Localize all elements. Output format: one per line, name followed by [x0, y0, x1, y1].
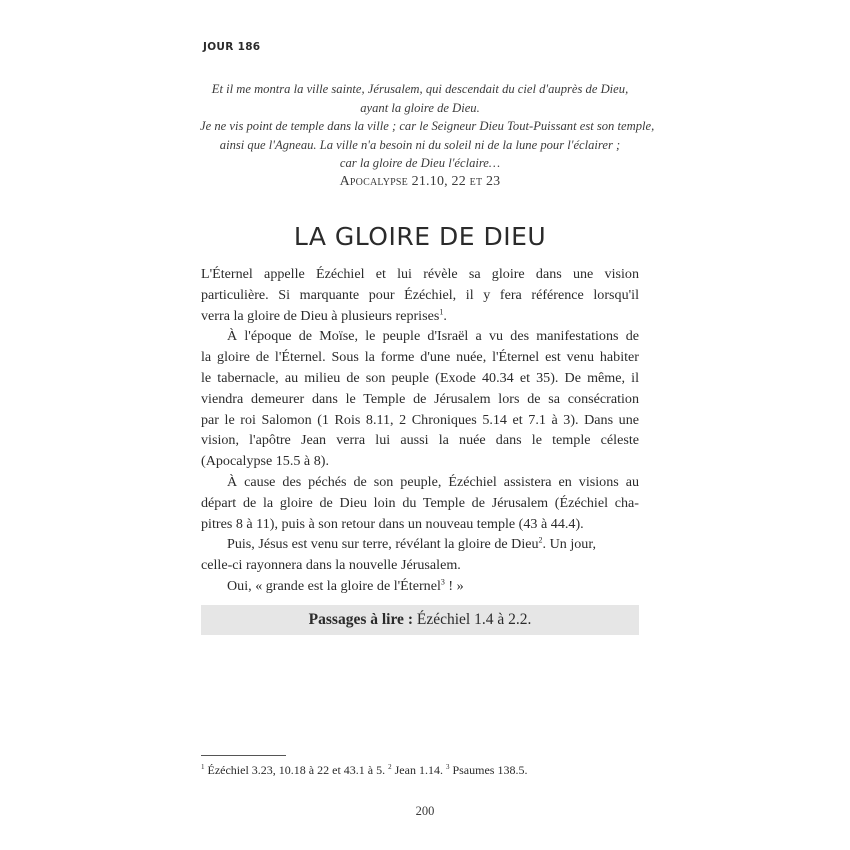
body-line-end: .	[443, 307, 447, 324]
passages-label: Passages à lire :	[308, 611, 413, 628]
footnote-ref: 1	[439, 306, 444, 316]
body-line: À cause des péchés de son peuple, Ézéchiel assistera en visions au	[227, 473, 639, 490]
page-number: 200	[415, 804, 435, 818]
epigraph-line: Et il me montra la ville sainte, Jérusalem, qui descendait du ciel d'auprès de Dieu,	[211, 82, 629, 96]
body-line	[201, 576, 639, 597]
footnote-number: 3	[445, 763, 450, 771]
body-line: la gloire de l'Éternel. Sous la forme d'une nuée, l'Éternel est venu habiter	[201, 349, 639, 366]
footnote-text: Jean 1.14.	[394, 763, 443, 777]
body-line: À l'époque de Moïse, le peuple d'Israël a vu des manifestations de	[227, 328, 639, 345]
body-text	[201, 264, 639, 597]
footnote-text: Psaumes 138.5.	[452, 763, 528, 777]
body-line: particulière. Si marquante pour Ézéchiel, il y fera référence lorsqu'il	[201, 286, 639, 303]
body-line: par le roi Salomon (1 Rois 8.11, 2 Chroniques 5.14 et 7.1 à 3). Dans une	[201, 411, 639, 428]
body-line: vision, l'apôtre Jean verra lui aussi la nuée dans le temple céleste	[201, 432, 639, 449]
footnote-ref: 2	[538, 535, 543, 545]
body-line: départ de la gloire de Dieu loin du Temple de Jérusalem (Ézéchiel cha-	[201, 494, 639, 511]
body-line-text: verra la gloire de Dieu à plusieurs reprises	[201, 307, 440, 324]
body-line-text: ! »	[444, 577, 464, 594]
body-line: L'Éternel appelle Ézéchiel et lui révèle sa gloire dans une vision	[201, 266, 639, 282]
footnote-divider	[201, 755, 286, 756]
body-line: (Apocalypse 15.5 à 8).	[201, 453, 329, 470]
epigraph-line: car la gloire de Dieu l'éclaire…	[339, 156, 501, 170]
epigraph-reference: Apocalypse 21.10, 22 et 23	[339, 173, 501, 189]
body-line-text: Oui, « grande est la gloire de l'Éternel	[227, 577, 441, 594]
passages-value: Ézéchiel 1.4 à 2.2.	[416, 611, 532, 628]
day-label: JOUR 186	[203, 41, 261, 53]
footnote-ref: 3	[440, 577, 445, 587]
footnote-number: 1	[201, 763, 205, 771]
epigraph-quote	[200, 80, 655, 191]
epigraph-line: ainsi que l'Agneau. La ville n'a besoin ni du soleil ni de la lune pour l'éclairer ;	[219, 137, 621, 152]
body-line: le tabernacle, au milieu de son peuple (Exode 40.34 et 35). De même, il	[201, 369, 639, 386]
epigraph-line: Je ne vis point de temple dans la ville ; car le Seigneur Dieu Tout-Puissant est son temple,	[200, 119, 655, 133]
body-line: pitres 8 à 11), puis à son retour dans un nouveau temple (43 à 44.4).	[201, 515, 584, 532]
body-line-text: Puis, Jésus est venu sur terre, révélant la gloire de Dieu	[227, 536, 539, 553]
footnote-text: Ézéchiel 3.23, 10.18 à 22 et 43.1 à 5.	[207, 763, 386, 777]
body-line: celle-ci rayonnera dans la nouvelle Jérusalem.	[201, 557, 461, 574]
body-line: viendra demeurer dans le Temple de Jérusalem lors de sa consécration	[201, 390, 639, 407]
epigraph-line: ayant la gloire de Dieu.	[360, 100, 480, 115]
chapter-title: LA GLOIRE DE DIEU	[293, 222, 547, 251]
body-line-text: . Un jour,	[542, 536, 597, 553]
footnotes	[201, 763, 527, 778]
body-line	[201, 534, 639, 555]
body-line	[201, 306, 639, 327]
footnote-number: 2	[388, 763, 392, 771]
reading-passages-box	[201, 605, 639, 635]
